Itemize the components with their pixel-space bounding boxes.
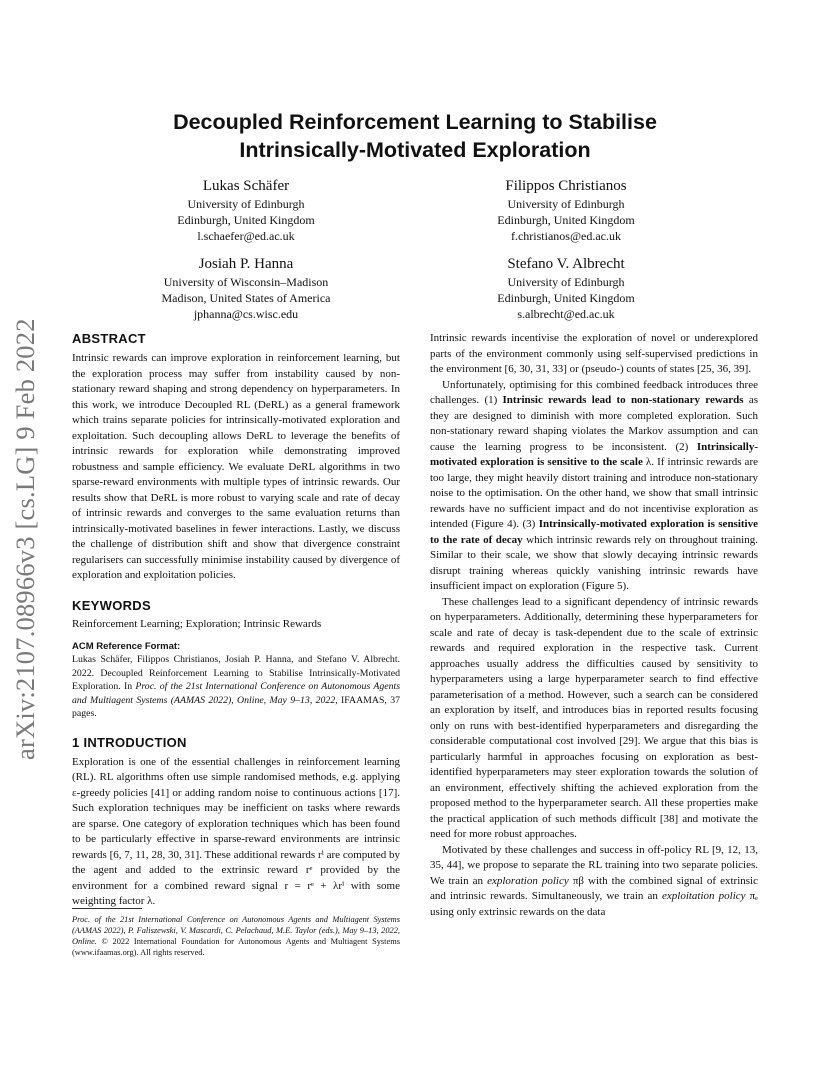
abstract-text: Intrinsic rewards can improve exploration in reinforcement learning, but the exploration process may suffer from instability caused by non-stationary reward shaping and strong dependency on hyperparameters. In this work, we introduce Decoupled RL (DeRL) as a general framework which trains separate policies for intrinsically-motivated exploration and exploitation. Such decoupling allows DeRL to leverage the benefits of intrinsic rewards for exploration while demonstrating improved robustness and sample efficiency. We evaluate DeRL algorithms in two sparse-reward environments with multiple types of intrinsic rewards. Our results show that DeRL is more robust to varying scale and rate of decay of intrinsic rewards and converges to the same evaluation returns than intrinsically-motivated baselines in fewer interactions. Lastly, we discuss the challenge of distribution shift and show that divergence constraint regularisers can successfully minimise instability caused by divergence of exploration and exploitation policies. (72, 352, 400, 581)
left-column (72, 330, 400, 910)
author-affiliation: University of Edinburgh (187, 197, 305, 211)
text-run: πₑ using only extrinsic rewards on the data (430, 890, 758, 918)
author-affiliation: University of Edinburgh (507, 197, 625, 211)
footnote (72, 914, 400, 958)
author-email: l.schaefer@ed.ac.uk (197, 229, 295, 243)
intro-paragraph: Exploration is one of the essential challenges in reinforcement learning (RL). RL algorithms often use simple randomised methods, e.g. applying ε-greedy policies [41] or adding random noise to continuous actions [17]. Such exploration techniques may be inefficient on tasks where rewards are sparse. One category of exploration techniques which has been found to be particularly effective in sparse-reward environments are intrinsic rewards [6, 7, 11, 28, 30, 31]. These additional rewards rⁱ are computed by the agent and added to the extrinsic reward rᵉ provided by the environment for a combined reward signal r = rᵉ + λrⁱ with some weighting factor λ. (72, 755, 400, 908)
acm-reference-heading: ACM Reference Format: (72, 641, 181, 652)
footnote-rule (72, 908, 142, 909)
author-block (416, 254, 716, 322)
author-affiliation: University of Wisconsin–Madison (163, 275, 329, 289)
keywords-text: Reinforcement Learning; Exploration; Intrinsic Rewards (72, 617, 322, 630)
emphasis: exploitation policy (662, 890, 746, 902)
author-email: jphanna@cs.wisc.edu (193, 307, 299, 321)
author-name: Stefano V. Albrecht (507, 256, 625, 272)
right-column (430, 331, 758, 920)
emphasis: Intrinsically-motivated exploration is sensitive to the rate of decay (430, 518, 758, 546)
text-run: Unfortunately, optimising for this combined feedback introduces three challenges. (1) (430, 378, 758, 406)
title-line-2: Intrinsically-Motivated Exploration (239, 138, 591, 162)
author-location: Edinburgh, United Kingdom (497, 291, 635, 305)
text-run: as they are designed to diminish with more completed exploration. Such non-stationary reward shaping violates the Markov assumption and can cause the learning progress to be inconsistent. (2) (430, 394, 758, 453)
keywords-heading: KEYWORDS (72, 597, 151, 613)
author-block (416, 176, 716, 244)
footnote-venue: Proc. of the 21st International Conference on Autonomous Agents and Multiagent Systems (AAMAS 2022), P. Faliszewski, V. Mascardi, C. Pelachaud, M.E. Taylor (eds.), May 9–13, 2022, Online. (72, 915, 400, 946)
text-run: λ. If intrinsic rewards are too large, they might heavily distort training and introduce non-stationary noise to the optimisation. On the other hand, we show that small intrinsic rewards have no sufficient impact and do not incentivise exploration as intended (Figure 4). (3) (430, 456, 758, 530)
emphasis: exploration policy (487, 874, 569, 887)
text-run: Motivated by these challenges and success in off-policy RL [9, 12, 13, 35, 44], we propose to separate the RL training into two separate policies. We train an (430, 843, 758, 887)
emphasis: Intrinsic rewards lead to non-stationary rewards (502, 394, 744, 406)
author-location: Edinburgh, United Kingdom (497, 213, 635, 227)
acm-reference-text (72, 653, 400, 721)
author-email: f.christianos@ed.ac.uk (510, 229, 621, 243)
body-paragraph (430, 378, 758, 595)
body-paragraph: Intrinsic rewards incentivise the exploration of novel or underexplored parts of the environment commonly using self-supervised predictions in the environment [6, 30, 31, 33] or (pseudo-) counts of states [25, 36, 39]. (430, 332, 758, 375)
acm-ref-part: Lukas Schäfer, Filippos Christianos, Josiah P. Hanna, and Stefano V. Albrecht. 2022. Decoupled Reinforcement Learning to Stabilise Intrinsically-Motivated Exploration. In (72, 654, 400, 693)
acm-ref-part: , IFAAMAS, 37 pages. (72, 694, 400, 720)
author-location: Madison, United States of America (161, 291, 331, 305)
body-paragraph (430, 843, 758, 921)
author-location: Edinburgh, United Kingdom (177, 213, 315, 227)
introduction-heading: 1 INTRODUCTION (72, 734, 187, 750)
text-run: which intrinsic rewards rely on throughout training. Similar to their scale, we show that slowly decaying intrinsic rewards disrupt training whereas quickly vanishing intrinsic rewards have insufficient impact on exploration (Figure 5). (430, 533, 758, 592)
author-name: Lukas Schäfer (202, 178, 290, 194)
author-name: Josiah P. Hanna (198, 256, 294, 272)
title-line-1: Decoupled Reinforcement Learning to Stabilise (173, 110, 657, 134)
text-run: πβ with the combined signal of extrinsic and intrinsic rewards. Simultaneously, we train an (430, 874, 759, 902)
author-block (96, 254, 396, 322)
acm-ref-venue: Proc. of the 21st International Conference on Autonomous Agents and Multiagent Systems (AAMAS 2022), Online, May 9–13, 2022 (72, 681, 401, 706)
body-paragraph: These challenges lead to a significant dependency of intrinsic rewards on hyperparameters. Additionally, determining these hyperparameters for scale and rate of decay is task-dependent due to the scale of extrinsic rewards and required exploration in the respective task. Current approaches usually address the difficulties caused by sensitivity to hyperparameters using a large hyperparameter search to find effective parameterisation of a method. However, such a search can be considered an exploration by itself, and introduces bias in reported results focusing only on runs with best-identified hyperparameters and disregarding the considerable computational cost involved [29]. We argue that this bias is particularly harmful in approaches focusing on exploration as best-identified hyperparameters may steer exploration towards the solution of an environment, effectively shifting the achieved exploration from the proposed method to the hyperparameter search. All these properties make the practical application of such methods difficult [38] and motivate the need for more robust approaches. (430, 595, 758, 840)
paper-title (60, 108, 770, 164)
abstract-heading: ABSTRACT (72, 331, 146, 346)
emphasis: Intrinsically-motivated exploration is sensitive to the scale (430, 440, 758, 468)
author-affiliation: University of Edinburgh (507, 275, 625, 289)
arxiv-identifier: arXiv:2107.08966v3 [cs.LG] 9 Feb 2022 (10, 318, 40, 760)
author-name: Filippos Christianos (505, 178, 627, 194)
author-block (96, 176, 396, 244)
author-email: s.albrecht@ed.ac.uk (517, 307, 615, 321)
footnote-copyright: © 2022 International Foundation for Autonomous Agents and Multiagent Systems (www.ifaamas.org). All rights reserved. (72, 937, 400, 957)
